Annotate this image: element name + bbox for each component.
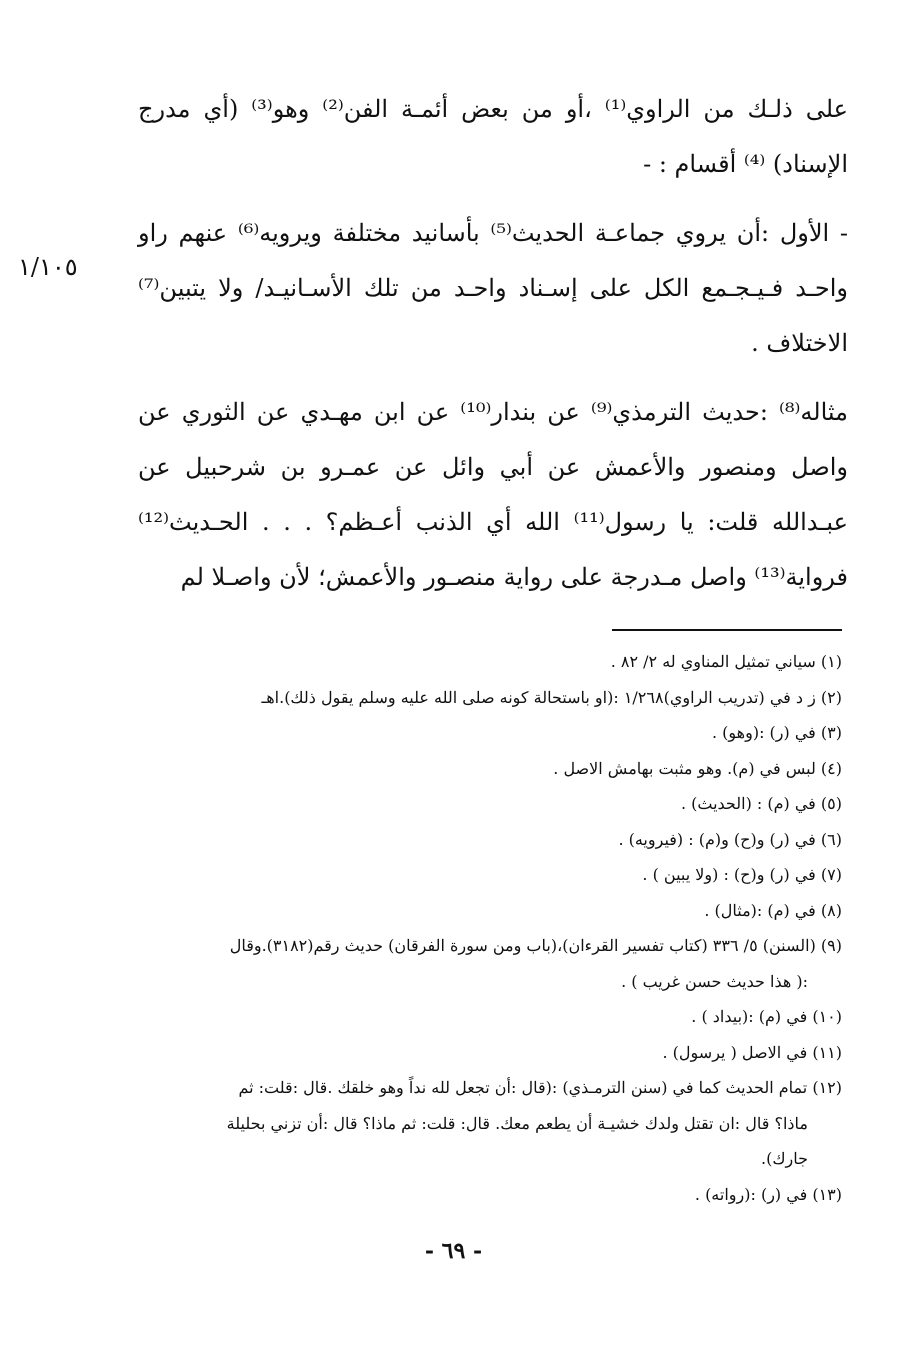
- footnote: [136, 928, 842, 999]
- footnote-separator: [612, 629, 842, 631]
- footnote-continuation: جارك).: [760, 1149, 808, 1168]
- footnote-continuation: :( هذا حديث حسن غريب ) .: [621, 971, 808, 991]
- footnote: [136, 1177, 842, 1213]
- paragraph-1: على ذلـك من الراوي⁽¹⁾ ،أو من بعض أئمـة الفن⁽²⁾ وهو⁽³⁾ (أي مدرج الإسناد) ⁽⁴⁾ أقسام : -: [138, 95, 848, 178]
- footnote: [136, 893, 842, 929]
- footnote-line: (٢) ز د في (تدريب الراوي)١/٢٦٨ :(او باستحالة كونه صلى الله عليه وسلم يقول ذلك).اهـ: [261, 687, 842, 707]
- footnote: [136, 999, 842, 1035]
- footnote: [136, 857, 842, 893]
- footnote-line: (٦) في (ر) و(ح) و(م) : (فيرويه) .: [618, 829, 842, 849]
- footnote-line: (٤) لبس في (م). وهو مثبت بهامش الاصل .: [553, 758, 842, 778]
- footnote: [136, 644, 842, 680]
- footnote-line: (٨) في (م) :(مثال) .: [704, 900, 842, 920]
- main-text: [138, 82, 848, 619]
- footnote-line: (١٠) في (م) :(بيداد ) .: [691, 1007, 842, 1026]
- footnote-continuation: ماذا؟ قال :ان تقتل ولدك خشيـة أن يطعم معك. قال: قلت: ثم ماذا؟ قال :أن تزني بحليلة: [226, 1113, 808, 1133]
- page-number: - ٦٩ -: [424, 1238, 483, 1264]
- footnote: [136, 751, 842, 787]
- footnote-line: (١٢) تمام الحديث كما في (سنن الترمـذي) :(قال :أن تجعل لله نداً وهو خلقك .قال :قلت: ثم: [238, 1078, 842, 1097]
- footnote: [136, 1070, 842, 1177]
- footnote-line: (٣) في (ر) :(وهو) .: [711, 723, 842, 742]
- footnote: [136, 786, 842, 822]
- footnote-line: (٥) في (م) : (الحديث) .: [680, 794, 842, 813]
- footnote: [136, 822, 842, 858]
- paragraph-2: - الأول :أن يروي جماعـة الحديث⁽⁵⁾ بأسانيد مختلفة ويرويه⁽⁶⁾ عنهم راو واحـد فـيـجـمع الكل على إسـناد واحـد من تلك الأسـانيـد/ ولا يتبين⁽⁷⁾ الاختلاف .: [138, 219, 848, 357]
- footnote-line: (١) سياني تمثيل المناوي له ٢/ ٨٢ .: [610, 652, 842, 671]
- margin-folio-reference: ١/١٠٥: [18, 253, 78, 281]
- paragraph-3: مثاله⁽⁸⁾ :حديث الترمذي⁽⁹⁾ عن بندار⁽¹⁰⁾ عن ابن مهـدي عن الثوري عن واصل ومنصور والأعمش عن أبي وائل عن عمـرو بن شرحبيل عن عبـدالله قلت: يا رسول⁽¹¹⁾ الله أي الذنب أعـظم؟ . . . الحـديث⁽¹²⁾ فرواية⁽¹³⁾ واصل مـدرجة على رواية منصـور والأعمش؛ لأن واصـلا لم: [138, 398, 848, 591]
- footnote: [136, 680, 842, 716]
- footnote: [136, 715, 842, 751]
- footnote-line: (١١) في الاصل ( يرسول) .: [662, 1042, 842, 1062]
- footnote-line: (١٣) في (ر) :(رواته) .: [694, 1184, 842, 1204]
- footnotes-section: [136, 644, 842, 1212]
- footnote: [136, 1035, 842, 1071]
- footnote-line: (٩) (السنن) ٥/ ٣٣٦ (كتاب تفسير القرءان)،(باب ومن سورة الفرقان) حديث رقم(٣١٨٢).وقال: [229, 936, 842, 955]
- footnote-line: (٧) في (ر) و(ح) : (ولا يبين ) .: [642, 865, 842, 884]
